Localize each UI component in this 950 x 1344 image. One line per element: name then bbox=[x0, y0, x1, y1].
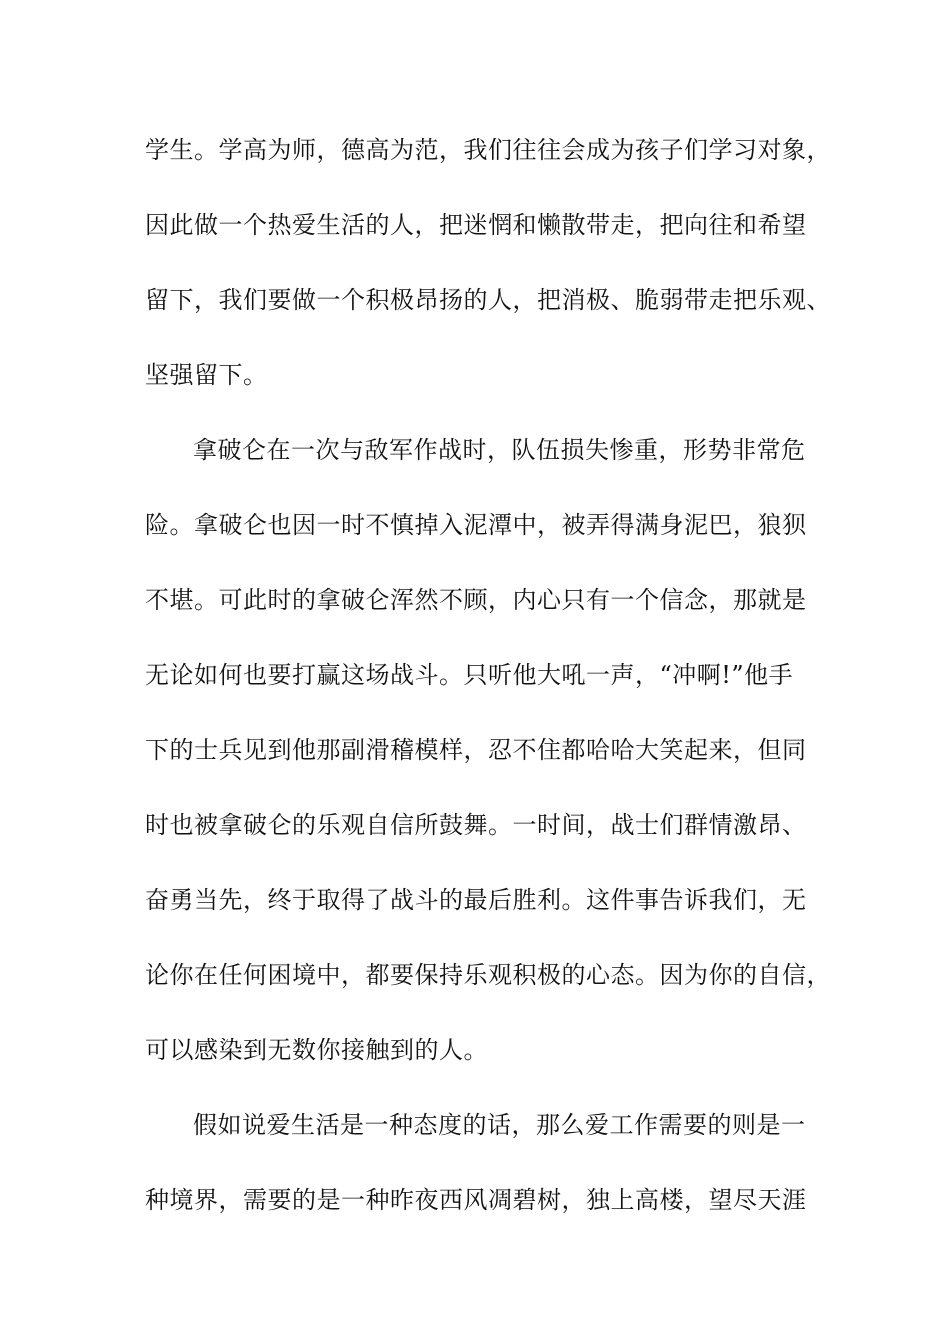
text-line: 无论如何也要打赢这场战斗。只听他大吼一声，“冲啊!”他手 bbox=[145, 661, 794, 689]
text-line: 险。拿破仑也因一时不慎掉入泥潭中，被弄得满身泥巴，狼狈 bbox=[145, 511, 807, 539]
text-line: 不堪。可此时的拿破仑浑然不顾，内心只有一个信念，那就是 bbox=[145, 586, 807, 614]
text-line: 论你在任何困境中，都要保持乐观积极的心态。因为你的自信， bbox=[145, 961, 831, 989]
text-line: 坚强留下。 bbox=[145, 361, 268, 389]
text-line: 下的士兵见到他那副滑稽模样，忍不住都哈哈大笑起来，但同 bbox=[145, 736, 807, 764]
text-line: 种境界，需要的是一种昨夜西风凋碧树，独上高楼，望尽天涯 bbox=[145, 1186, 807, 1214]
text-line: 奋勇当先，终于取得了战斗的最后胜利。这件事告诉我们，无 bbox=[145, 886, 807, 914]
paragraph-first-line: 拿破仑在一次与敌军作战时，队伍损失惨重，形势非常危 bbox=[193, 436, 806, 464]
text-line: 学生。学高为师，德高为范，我们往往会成为孩子们学习对象， bbox=[145, 136, 831, 164]
paragraph-first-line: 假如说爱生活是一种态度的话，那么爱工作需要的则是一 bbox=[193, 1111, 806, 1139]
text-line: 留下，我们要做一个积极昂扬的人，把消极、脆弱带走把乐观、 bbox=[145, 286, 831, 314]
text-line: 因此做一个热爱生活的人，把迷惘和懒散带走，把向往和希望 bbox=[145, 211, 807, 239]
text-line: 可以感染到无数你接触到的人。 bbox=[145, 1036, 488, 1064]
text-line: 时也被拿破仑的乐观自信所鼓舞。一时间，战士们群情激昂、 bbox=[145, 811, 807, 839]
